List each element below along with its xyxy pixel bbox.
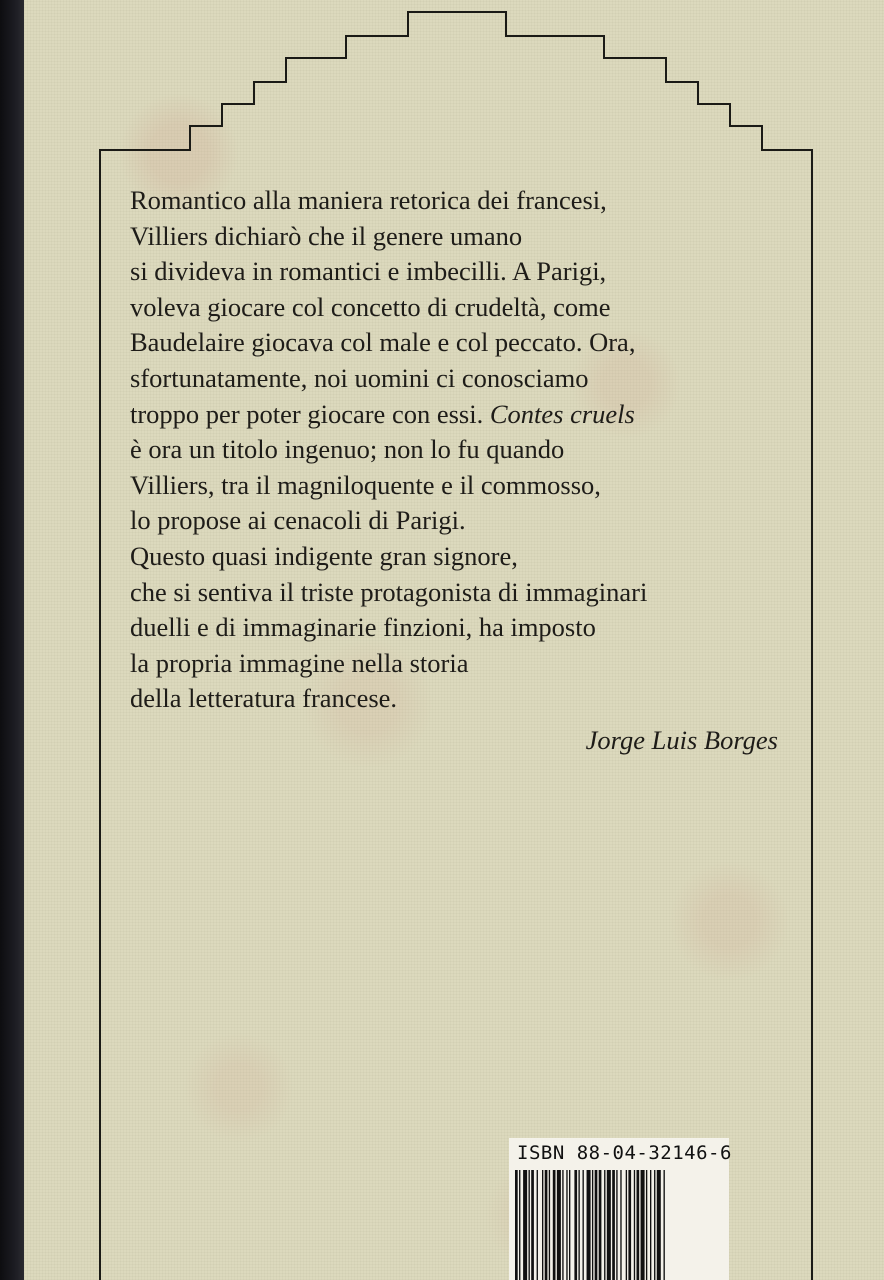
quote-line-14: la propria immagine nella storia bbox=[130, 647, 469, 678]
quote-line-9: Villiers, tra il magniloquente e il commosso, bbox=[130, 469, 601, 500]
quote-line-6: sfortunatamente, noi uomini ci conosciamo bbox=[130, 362, 589, 393]
quote-line-10: lo propose ai cenacoli di Parigi. bbox=[130, 505, 466, 536]
quote-line-1: Romantico alla maniera retorica dei francesi, bbox=[130, 185, 607, 215]
quote-line-12: che si sentiva il triste protagonista di immaginari bbox=[130, 576, 648, 607]
quote-line-4: voleva giocare col concetto di crudeltà, come bbox=[130, 291, 611, 322]
quote-line-2: Villiers dichiarò che il genere umano bbox=[130, 220, 523, 251]
quote-line-7 bbox=[130, 397, 810, 433]
isbn-label: ISBN 88-04-32146-6 bbox=[517, 1142, 732, 1164]
barcode-icon bbox=[515, 1170, 725, 1280]
quote-line-11: Questo quasi indigente gran signore, bbox=[130, 540, 518, 571]
quote-line-7-text: troppo per poter giocare con essi. bbox=[130, 398, 490, 429]
isbn-barcode-area bbox=[509, 1138, 732, 1280]
quote-author: Jorge Luis Borges bbox=[585, 724, 778, 755]
quote-line-15: della letteratura francese. bbox=[130, 683, 398, 714]
quote-line-8: è ora un titolo ingenuo; non lo fu quando bbox=[130, 434, 565, 465]
book-title-italic: Contes cruels bbox=[489, 398, 635, 429]
quote-line-5: Baudelaire giocava col male e col peccato. Ora, bbox=[130, 327, 636, 358]
quote-text bbox=[130, 183, 810, 759]
quote-line-3: si divideva in romantici e imbecilli. A Parigi, bbox=[130, 256, 607, 287]
spine-edge bbox=[0, 0, 24, 1280]
quote-line-13: duelli e di immaginarie finzioni, ha imposto bbox=[130, 612, 596, 643]
